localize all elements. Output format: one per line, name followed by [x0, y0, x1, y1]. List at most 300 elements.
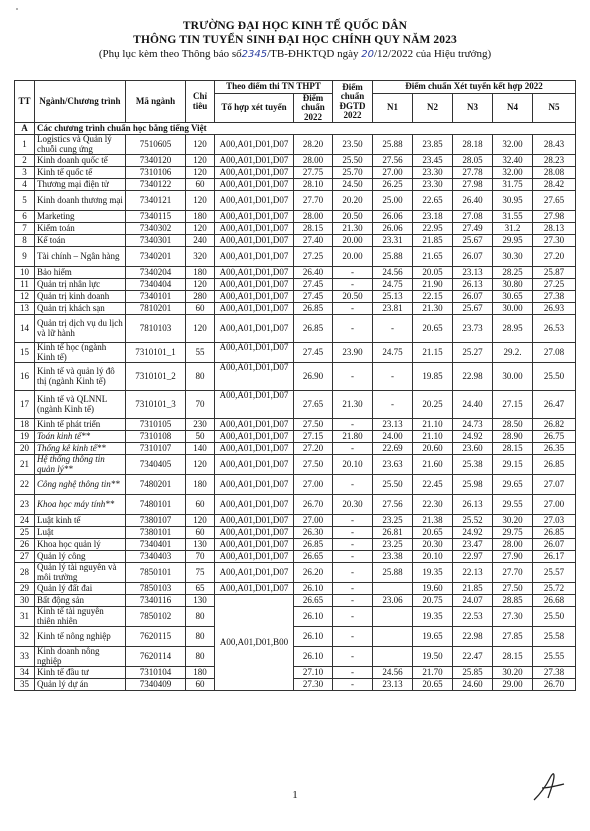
n4-score: 27.15 [493, 391, 533, 419]
combination: A00,A01,D01,D07 [215, 267, 294, 279]
program-name: Kinh tế nông nghiệp [35, 627, 126, 647]
thpt-score: 28.10 [294, 179, 333, 191]
n3-score: 25.85 [453, 667, 493, 679]
n4-score: 27.30 [493, 607, 533, 627]
combination: A00,A01,D01,D07 [215, 223, 294, 235]
program-code: 7310104 [126, 667, 186, 679]
program-code: 7340401 [126, 539, 186, 551]
program-name: Thương mại điện tử [35, 179, 126, 191]
n4-score: 32.40 [493, 155, 533, 167]
thpt-score: 26.30 [294, 527, 333, 539]
n1-score: 23.31 [373, 235, 413, 247]
combination: A00,A01,D01,D07 [215, 155, 294, 167]
table-row [15, 419, 576, 431]
table-row [15, 475, 576, 495]
n4-score: 28.25 [493, 267, 533, 279]
n4-score: 28.00 [493, 539, 533, 551]
n2-score: 19.65 [413, 627, 453, 647]
table-row [15, 607, 576, 627]
n2-score: 20.10 [413, 551, 453, 563]
n1-score: 22.69 [373, 443, 413, 455]
row-number: 1 [15, 135, 35, 155]
quota: 230 [186, 419, 215, 431]
n4-score: 28.15 [493, 647, 533, 667]
quota: 70 [186, 391, 215, 419]
thpt-score: 28.00 [294, 211, 333, 223]
thpt-score: 26.10 [294, 607, 333, 627]
n5-score: 26.07 [533, 539, 576, 551]
program-name: Quản lý tài nguyên và môi trường [35, 563, 126, 583]
n2-score: 20.65 [413, 527, 453, 539]
n4-score: 28.85 [493, 595, 533, 607]
n5-score: 25.50 [533, 607, 576, 627]
n2-score: 21.90 [413, 279, 453, 291]
table-row [15, 495, 576, 515]
n5-score: 27.38 [533, 291, 576, 303]
dgtd-score: - [333, 647, 373, 667]
combination: A00,A01,D01,D07 [215, 475, 294, 495]
n3-score: 27.98 [453, 179, 493, 191]
thpt-score: 26.10 [294, 627, 333, 647]
table-row [15, 647, 576, 667]
program-name: Tài chính – Ngân hàng [35, 247, 126, 267]
quota: 60 [186, 179, 215, 191]
thpt-score: 27.65 [294, 391, 333, 419]
program-code: 7310105 [126, 419, 186, 431]
n3-score: 22.47 [453, 647, 493, 667]
combination: A00,A01,D01,D07 [215, 539, 294, 551]
n3-score: 28.18 [453, 135, 493, 155]
document-subtitle [0, 48, 590, 60]
combination: A00,A01,D01,D07 [215, 235, 294, 247]
program-name: Bảo hiểm [35, 267, 126, 279]
program-name: Quản trị nhân lực [35, 279, 126, 291]
program-name: Luật kinh tế [35, 515, 126, 527]
n3-score: 24.92 [453, 527, 493, 539]
quota: 80 [186, 607, 215, 627]
quota: 50 [186, 431, 215, 443]
row-number: 12 [15, 291, 35, 303]
n4-score: 31.75 [493, 179, 533, 191]
table-row [15, 527, 576, 539]
n5-score: 27.98 [533, 211, 576, 223]
quota: 180 [186, 267, 215, 279]
table-row [15, 515, 576, 527]
n3-score: 23.60 [453, 443, 493, 455]
program-code: 7340115 [126, 211, 186, 223]
quota: 120 [186, 515, 215, 527]
quota: 180 [186, 475, 215, 495]
n4-score: 30.80 [493, 279, 533, 291]
n5-score: 27.65 [533, 191, 576, 211]
document-title: THÔNG TIN TUYỂN SINH ĐẠI HỌC CHÍNH QUY NĂM 2023 [133, 34, 457, 46]
n4-score: 30.30 [493, 247, 533, 267]
row-number: 10 [15, 267, 35, 279]
n5-score: 28.08 [533, 167, 576, 179]
n5-score: 28.13 [533, 223, 576, 235]
n1-score: 25.50 [373, 475, 413, 495]
program-name: Kinh tế học (ngành Kinh tế) [35, 343, 126, 363]
n4-score: 32.00 [493, 135, 533, 155]
n4-score: 27.85 [493, 627, 533, 647]
n5-score: 28.43 [533, 135, 576, 155]
row-number: 2 [15, 155, 35, 167]
n1-score: 23.25 [373, 515, 413, 527]
table-row [15, 303, 576, 315]
n3-score: 26.07 [453, 291, 493, 303]
table-row [15, 211, 576, 223]
table-row [15, 247, 576, 267]
row-number: 22 [15, 475, 35, 495]
n2-score: 22.15 [413, 291, 453, 303]
n1-score: - [373, 391, 413, 419]
thpt-score: 27.10 [294, 667, 333, 679]
row-number: 5 [15, 191, 35, 211]
combination: A00,A01,D01,D07 [215, 495, 294, 515]
n2-score: 22.95 [413, 223, 453, 235]
n1-score: 24.56 [373, 667, 413, 679]
program-code: 7340301 [126, 235, 186, 247]
program-code: 7340101 [126, 291, 186, 303]
scan-speck [16, 8, 18, 10]
n3-score: 23.73 [453, 315, 493, 343]
dgtd-score: - [333, 595, 373, 607]
header-program: Ngành/Chương trình [35, 81, 126, 123]
program-name: Kinh tế và QLNNL (ngành Kinh tế) [35, 391, 126, 419]
program-code: 7340121 [126, 191, 186, 211]
n4-score: 29.75 [493, 527, 533, 539]
program-name: Khoa học máy tính** [35, 495, 126, 515]
header-n4: N4 [493, 94, 533, 123]
n1-score: 23.13 [373, 679, 413, 691]
n2-score: 22.65 [413, 191, 453, 211]
quota: 140 [186, 443, 215, 455]
program-code: 7340404 [126, 279, 186, 291]
combination: A00,A01,D01,D07 [215, 527, 294, 539]
dgtd-score: - [333, 667, 373, 679]
program-code: 7340403 [126, 551, 186, 563]
dgtd-score: 21.30 [333, 391, 373, 419]
n4-score: 31.55 [493, 211, 533, 223]
program-code: 7310108 [126, 431, 186, 443]
table-row [15, 267, 576, 279]
program-code: 7810103 [126, 315, 186, 343]
table-row [15, 191, 576, 211]
program-code: 7340116 [126, 595, 186, 607]
program-name: Quản trị kinh doanh [35, 291, 126, 303]
n2-score: 21.70 [413, 667, 453, 679]
n5-score: 27.25 [533, 279, 576, 291]
n2-score: 19.60 [413, 583, 453, 595]
program-code: 7310101_3 [126, 391, 186, 419]
program-code: 7850103 [126, 583, 186, 595]
dgtd-score: - [333, 279, 373, 291]
dgtd-score: - [333, 515, 373, 527]
n4-score: 28.15 [493, 443, 533, 455]
dgtd-score: 25.50 [333, 155, 373, 167]
quota: 120 [186, 155, 215, 167]
n4-score: 29.95 [493, 235, 533, 247]
combination: A00,A01,D01,D07 [215, 279, 294, 291]
header-n2: N2 [413, 94, 453, 123]
n5-score: 25.57 [533, 563, 576, 583]
combination: A00,A01,D01,D07 [215, 455, 294, 475]
program-name: Logistics và Quản lý chuỗi cung ứng [35, 135, 126, 155]
quota: 180 [186, 211, 215, 223]
program-code: 7340204 [126, 267, 186, 279]
combination: A00,A01,D01,D07 [215, 343, 294, 363]
n3-score: 28.05 [453, 155, 493, 167]
program-name: Kinh doanh quốc tế [35, 155, 126, 167]
combination: A00,A01,D01,D07 [215, 135, 294, 155]
n1-score: - [373, 363, 413, 391]
dgtd-score: 23.90 [333, 343, 373, 363]
n5-score: 25.87 [533, 267, 576, 279]
n1-score: 25.13 [373, 291, 413, 303]
n1-score: 25.88 [373, 247, 413, 267]
thpt-score: 27.20 [294, 443, 333, 455]
program-code: 7380107 [126, 515, 186, 527]
program-code: 7340201 [126, 247, 186, 267]
thpt-score: 27.25 [294, 247, 333, 267]
dgtd-score: - [333, 607, 373, 627]
quota: 120 [186, 223, 215, 235]
thpt-score: 27.40 [294, 235, 333, 247]
dgtd-score: 25.70 [333, 167, 373, 179]
section-id: A [15, 123, 35, 135]
n1-score: 25.00 [373, 191, 413, 211]
n2-score: 19.35 [413, 607, 453, 627]
combination: A00,A01,D01,D07 [215, 431, 294, 443]
quota: 60 [186, 303, 215, 315]
thpt-score: 26.90 [294, 363, 333, 391]
program-code: 7340122 [126, 179, 186, 191]
table-row [15, 167, 576, 179]
n2-score: 20.30 [413, 539, 453, 551]
program-code: 7850101 [126, 563, 186, 583]
quota: 320 [186, 247, 215, 267]
program-code: 7850102 [126, 607, 186, 627]
row-number: 33 [15, 647, 35, 667]
dgtd-score: 20.20 [333, 191, 373, 211]
thpt-score: 26.65 [294, 595, 333, 607]
table-row [15, 443, 576, 455]
program-name: Kinh tế tài nguyên thiên nhiên [35, 607, 126, 627]
n2-score: 23.85 [413, 135, 453, 155]
table-row [15, 343, 576, 363]
n2-score: 20.75 [413, 595, 453, 607]
table-row [15, 595, 576, 607]
n5-score: 26.85 [533, 455, 576, 475]
n5-score: 26.47 [533, 391, 576, 419]
combination: A00,A01,D01,D07 [215, 191, 294, 211]
program-name: Bất động sản [35, 595, 126, 607]
n2-score: 23.18 [413, 211, 453, 223]
n1-score: 27.56 [373, 495, 413, 515]
header-dgtd: Điểm chuẩn ĐGTD 2022 [333, 81, 373, 123]
n1-score: 23.81 [373, 303, 413, 315]
n3-score: 23.13 [453, 267, 493, 279]
program-code: 7510605 [126, 135, 186, 155]
n1-score: 24.00 [373, 431, 413, 443]
table-row [15, 583, 576, 595]
n2-score: 21.60 [413, 455, 453, 475]
n2-score: 21.38 [413, 515, 453, 527]
program-name: Kinh doanh nông nghiệp [35, 647, 126, 667]
program-name: Kinh tế đầu tư [35, 667, 126, 679]
row-number: 31 [15, 607, 35, 627]
n4-score: 29.55 [493, 495, 533, 515]
dgtd-score: - [333, 363, 373, 391]
thpt-score: 28.15 [294, 223, 333, 235]
program-name: Kiểm toán [35, 223, 126, 235]
n4-score: 27.50 [493, 583, 533, 595]
dgtd-score: - [333, 267, 373, 279]
dgtd-score: - [333, 539, 373, 551]
university-title: TRƯỜNG ĐẠI HỌC KINH TẾ QUỐC DÂN [182, 20, 408, 32]
n5-score: 26.53 [533, 315, 576, 343]
n3-score: 25.67 [453, 235, 493, 247]
table-row [15, 431, 576, 443]
quota: 65 [186, 583, 215, 595]
thpt-score: 26.10 [294, 647, 333, 667]
n5-score: 28.42 [533, 179, 576, 191]
table-row [15, 679, 576, 691]
n4-score: 29.00 [493, 679, 533, 691]
section-row [15, 123, 576, 135]
row-number: 15 [15, 343, 35, 363]
program-code: 7620115 [126, 627, 186, 647]
table-row [15, 235, 576, 247]
program-name: Khoa học quản lý [35, 539, 126, 551]
n4-score: 27.70 [493, 563, 533, 583]
thpt-score: 28.20 [294, 135, 333, 155]
quota: 55 [186, 343, 215, 363]
program-name: Thống kê kinh tế** [35, 443, 126, 455]
n3-score: 24.40 [453, 391, 493, 419]
n3-score: 26.07 [453, 247, 493, 267]
n5-score: 25.50 [533, 363, 576, 391]
combination: A00,A01,D01,D07 [215, 363, 294, 391]
combination: A00,A01,D01,D07 [215, 303, 294, 315]
dgtd-score: - [333, 563, 373, 583]
n5-score: 26.82 [533, 419, 576, 431]
quota: 120 [186, 191, 215, 211]
thpt-score: 26.85 [294, 315, 333, 343]
quota: 180 [186, 667, 215, 679]
n2-score: 19.85 [413, 363, 453, 391]
row-number: 14 [15, 315, 35, 343]
n2-score: 19.50 [413, 647, 453, 667]
row-number: 4 [15, 179, 35, 191]
n1-score [373, 647, 413, 667]
combination: A00,A01,D01,D07 [215, 443, 294, 455]
row-number: 26 [15, 539, 35, 551]
table-row [15, 279, 576, 291]
table-row [15, 551, 576, 563]
n3-score: 24.07 [453, 595, 493, 607]
row-number: 9 [15, 247, 35, 267]
n5-score: 27.38 [533, 667, 576, 679]
row-number: 34 [15, 667, 35, 679]
n1-score: 24.75 [373, 279, 413, 291]
n1-score: 24.56 [373, 267, 413, 279]
thpt-score: 27.00 [294, 515, 333, 527]
n2-score: 21.85 [413, 235, 453, 247]
combination: A00,A01,D01,D07 [215, 391, 294, 419]
thpt-score: 27.50 [294, 419, 333, 431]
header-thpt-group: Theo điểm thi TN THPT [215, 81, 333, 94]
section-title: Các chương trình chuẩn học bằng tiếng Việt [35, 123, 576, 135]
combination: A00,A01,D01,D07 [215, 291, 294, 303]
n1-score: 24.75 [373, 343, 413, 363]
quota: 70 [186, 551, 215, 563]
dgtd-score: 21.30 [333, 223, 373, 235]
table-row [15, 627, 576, 647]
n3-score: 24.92 [453, 431, 493, 443]
quota: 120 [186, 135, 215, 155]
dgtd-score: - [333, 679, 373, 691]
n5-score: 27.07 [533, 475, 576, 495]
table-row [15, 223, 576, 235]
program-code: 7480101 [126, 495, 186, 515]
program-name: Kinh tế quốc tế [35, 167, 126, 179]
n5-score: 27.30 [533, 235, 576, 247]
thpt-score: 27.50 [294, 455, 333, 475]
row-number: 29 [15, 583, 35, 595]
thpt-score: 27.75 [294, 167, 333, 179]
program-name: Công nghệ thông tin** [35, 475, 126, 495]
row-number: 16 [15, 363, 35, 391]
n4-score: 30.65 [493, 291, 533, 303]
dgtd-score: - [333, 443, 373, 455]
n2-score: 21.65 [413, 247, 453, 267]
n4-score: 30.00 [493, 363, 533, 391]
subtitle-part-3: /12/2022 của Hiệu trưởng) [373, 48, 492, 60]
row-number: 18 [15, 419, 35, 431]
table-row [15, 179, 576, 191]
dgtd-score: - [333, 627, 373, 647]
row-number: 19 [15, 431, 35, 443]
thpt-score: 26.20 [294, 563, 333, 583]
dgtd-score: 20.30 [333, 495, 373, 515]
row-number: 8 [15, 235, 35, 247]
n3-score: 22.13 [453, 563, 493, 583]
n1-score: 23.06 [373, 595, 413, 607]
header-n5: N5 [533, 94, 576, 123]
dgtd-score: - [333, 583, 373, 595]
n4-score: 28.95 [493, 315, 533, 343]
row-number: 24 [15, 515, 35, 527]
dgtd-score: - [333, 315, 373, 343]
n2-score: 20.65 [413, 315, 453, 343]
program-code: 7810201 [126, 303, 186, 315]
admission-table [14, 80, 576, 691]
combination: A00,A01,D01,D07 [215, 315, 294, 343]
n1-score: - [373, 315, 413, 343]
table-row [15, 363, 576, 391]
n3-score: 25.38 [453, 455, 493, 475]
thpt-score: 26.10 [294, 583, 333, 595]
table-row [15, 135, 576, 155]
combination: A00,A01,D01,D07 [215, 211, 294, 223]
dgtd-score: 20.00 [333, 235, 373, 247]
n5-score: 26.68 [533, 595, 576, 607]
thpt-score: 27.70 [294, 191, 333, 211]
thpt-score: 27.45 [294, 343, 333, 363]
n1-score: 27.56 [373, 155, 413, 167]
n5-score: 26.85 [533, 527, 576, 539]
